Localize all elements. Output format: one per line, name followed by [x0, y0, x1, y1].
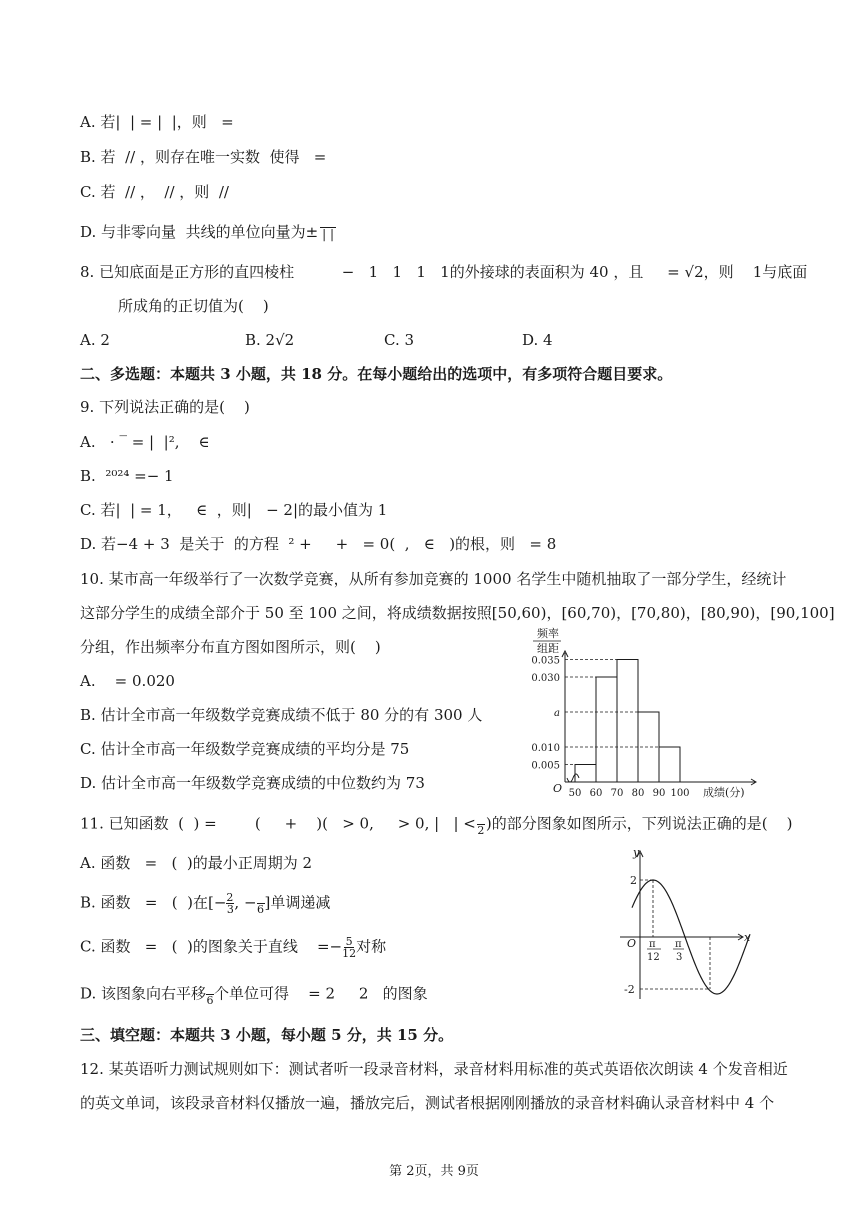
histogram-xtick-label: 100	[670, 788, 690, 799]
histogram-xtick-label: 80	[631, 788, 645, 799]
graph-origin: O	[627, 937, 637, 950]
q8-option-a: A. 2	[80, 331, 110, 349]
q10-option-b: B. 估计全市高一年级数学竞赛成绩不低于 80 分的有 300 人	[80, 706, 483, 724]
q10-stem-cont: 这部分学生的成绩全部介于 50 至 100 之间，将成绩数据按照[50,60)，[60,70)，[70,80)，[80,90)，[90,100]	[80, 604, 835, 622]
q9-stem: 9. 下列说法正确的是( )	[80, 398, 250, 416]
histogram-ytick-label: a	[554, 708, 560, 719]
histogram-origin: O	[553, 782, 563, 795]
histogram-ylabel-den: 组距	[537, 642, 559, 655]
q12-stem: 12. 某英语听力测试规则如下：测试者听一段录音材料，录音材料用标准的英式英语依次朗读 4 个发音相近	[80, 1060, 788, 1078]
fraction-denominator: | |	[322, 226, 335, 241]
histogram-xlabel: 成绩(分)	[703, 786, 745, 799]
fraction-5-12: $\frac{5}{12}$	[342, 935, 357, 960]
q11-option-b: B. 函数 = ( )在[− $\frac{2}{3}$ , − 6 ]单调递减	[80, 891, 331, 916]
q8-stem: 8. 已知底面是正方形的直四棱柱 − 1 1 1 1的外接球的表面积为 40 ，且 = √2，则 1与底面	[80, 263, 808, 281]
q7-option-c: C. 若 // ， // ，则 //	[80, 183, 229, 201]
graph-ytick-max: 2	[630, 874, 637, 887]
q11-option-c: C. 函数 = ( )的图象关于直线 =− $\frac{5}{12}$ 对称	[80, 935, 387, 960]
q10-option-a: A. = 0.020	[80, 672, 175, 690]
histogram-xtick-label: 70	[610, 788, 624, 799]
frequency-histogram	[515, 625, 765, 803]
histogram-xtick-label: 60	[589, 788, 603, 799]
section-heading-multi-choice: 二、多选题：本题共 3 小题，共 18 分。在每小题给出的选项中，有多项符合题目要求。	[80, 365, 673, 383]
histogram-xtick-label: 50	[568, 788, 582, 799]
histogram-bar	[596, 677, 617, 782]
q7-option-b: B. 若 // ，则存在唯一实数 使得 =	[80, 148, 327, 166]
q10-option-d: D. 估计全市高一年级数学竞赛成绩的中位数约为 73	[80, 774, 425, 792]
section-heading-fill-in: 三、填空题：本题共 3 小题，每小题 5 分，共 15 分。	[80, 1026, 454, 1044]
q9-option-d: D. 若−4 + 3 是关于 的方程 ² + + = 0( , ∈ )的根，则 = 8	[80, 535, 557, 553]
graph-xtick-pi12-den: 12	[647, 952, 660, 963]
page-footer: 第 2页，共 9页	[389, 1164, 479, 1179]
graph-x-label: x	[744, 931, 751, 944]
histogram-ytick-label: 0.005	[531, 760, 560, 772]
q7-option-d: D. 与非零向量 共线的单位向量为± | |	[80, 223, 335, 241]
q8-option-c: C. 3	[384, 331, 415, 349]
q11-stem: 11. 已知函数 ( ) = ( + )( > 0, > 0, | | < 2 )的部分图象如图所示，下列说法正确的是( )	[80, 814, 793, 837]
histogram-ytick-label: 0.010	[531, 743, 560, 754]
graph-xtick-pi3-den: 3	[676, 952, 683, 963]
q9-option-b: B. ²⁰²⁴ =− 1	[80, 467, 174, 485]
q8-option-b: B. 2√2	[245, 331, 295, 349]
histogram-ytick-label: 0.035	[531, 655, 560, 667]
q8-stem-cont: 所成角的正切值为( )	[118, 297, 269, 315]
q11-option-d: D. 该图象向右平移 6 个单位可得 = 2 2 的图象	[80, 984, 428, 1007]
q10-stem-cont2: 分组，作出频率分布直方图如图所示，则( )	[80, 638, 381, 656]
fraction-6: 6	[257, 892, 265, 915]
graph-ytick-min: -2	[624, 983, 635, 996]
fraction-6b: 6	[206, 983, 214, 1006]
histogram-bar	[617, 660, 638, 783]
q10-stem: 10. 某市高一年级举行了一次数学竞赛，从所有参加竞赛的 1000 名学生中随机抽取了一部分学生，经统计	[80, 570, 787, 588]
q9-option-a: A. · ‾ = | |², ∈	[80, 433, 210, 451]
q9-option-c: C. 若| | = 1， ∈ ，则| − 2|的最小值为 1	[80, 501, 388, 519]
q12-stem-cont: 的英文单词，该段录音材料仅播放一遍，播放完后，测试者根据刚刚播放的录音材料确认录音材料中 4 个	[80, 1094, 775, 1112]
histogram-ylabel-num: 频率	[537, 627, 559, 640]
q11-option-a: A. 函数 = ( )的最小正周期为 2	[80, 854, 313, 872]
histogram-ytick-label: 0.030	[531, 673, 560, 684]
histogram-bar	[575, 765, 596, 783]
histogram-bar	[659, 747, 680, 782]
q10-option-c: C. 估计全市高一年级数学竞赛成绩的平均分是 75	[80, 740, 410, 758]
graph-xtick-pi12-num: π	[649, 939, 656, 950]
histogram-xtick-label: 90	[652, 788, 666, 799]
fraction-pi-2: 2	[477, 813, 485, 836]
sine-graph	[610, 843, 760, 1003]
fraction-2-3: $\frac{2}{3}$	[226, 891, 234, 916]
graph-y-label: y	[633, 846, 640, 859]
q7-option-a: A. 若| | = | |，则 =	[80, 113, 234, 131]
q8-option-d: D. 4	[522, 331, 553, 349]
graph-xtick-pi3-num: π	[675, 939, 682, 950]
